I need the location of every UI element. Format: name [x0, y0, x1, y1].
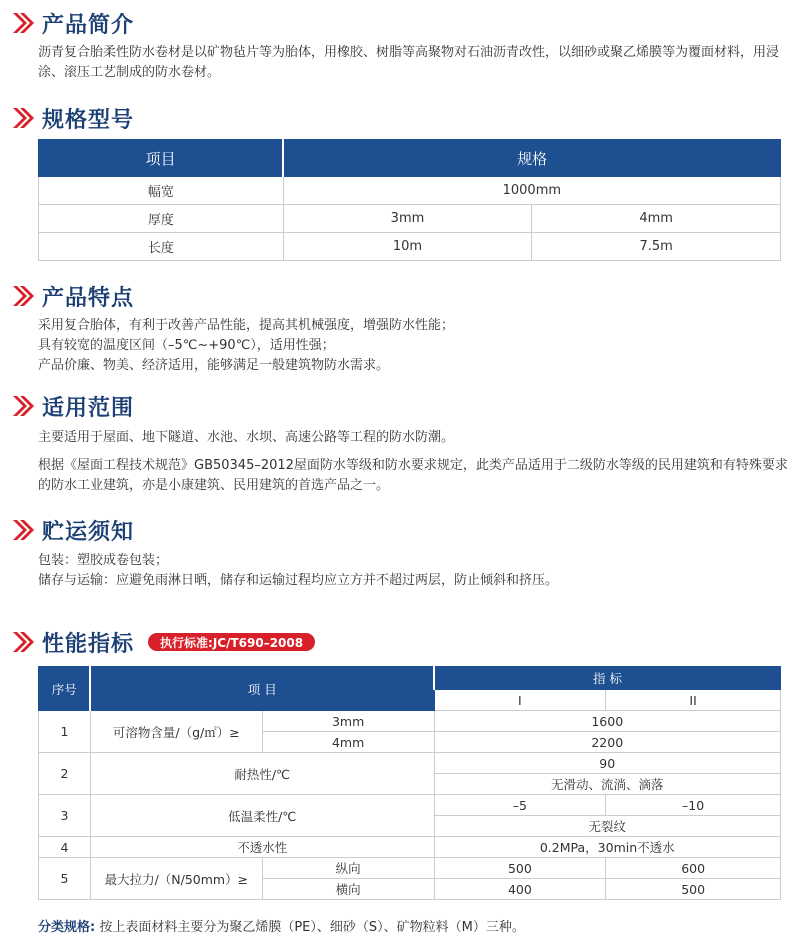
- perf-header-index: 指 标: [434, 667, 781, 690]
- section-heading-scope: [10, 389, 134, 423]
- perf-cell-no: 3: [39, 795, 91, 837]
- perf-cell-item: 不透水性: [90, 837, 434, 858]
- table-row: [39, 205, 781, 233]
- list-item: 包装：塑胶成卷包装；: [38, 553, 169, 568]
- classification-text: 按上表面材料主要分为聚乙烯膜（PE）、细砂（S）、矿物粒料（M）三种。: [95, 920, 525, 935]
- chevron-right-icon: [10, 283, 36, 309]
- perf-cell-item: 最大拉力/（N/50mm）≥: [90, 858, 262, 900]
- section-title: 贮运须知: [42, 519, 135, 545]
- spec-cell-item: 幅宽: [39, 177, 284, 205]
- perf-cell-item: 低温柔性/℃: [90, 795, 434, 837]
- spec-header-item: 项目: [39, 140, 284, 177]
- spec-cell-value: 10m: [283, 233, 532, 261]
- perf-cell-value: 600: [606, 858, 781, 879]
- chevron-right-icon: [10, 10, 36, 36]
- perf-cell-value: 无滑动、流淌、滴落: [434, 774, 781, 795]
- table-row: [39, 233, 781, 261]
- perf-header-no: 序号: [39, 667, 91, 711]
- section-title: 产品特点: [42, 285, 135, 311]
- section-title: 性能指标: [42, 631, 135, 657]
- section-title: 规格型号: [42, 107, 135, 133]
- section-title: 适用范围: [42, 395, 135, 421]
- perf-cell-value: –5: [434, 795, 606, 816]
- storage-list: [38, 551, 790, 591]
- table-row: [39, 837, 781, 858]
- spec-header-spec: 规格: [283, 140, 780, 177]
- spec-cell-value: 1000mm: [283, 177, 780, 205]
- scope-text-1: 主要适用于屋面、地下隧道、水池、水坝、高速公路等工程的防水防潮。: [38, 430, 455, 445]
- intro-text: 沥青复合胎柔性防水卷材是以矿物毡片等为胎体，用橡胶、树脂等高聚物对石油沥青改性，以细砂或聚乙烯膜等为覆面材料，用浸涂、滚压工艺制成的防水卷材。: [38, 45, 780, 80]
- table-row: [39, 177, 781, 205]
- table-row: [39, 753, 781, 774]
- section-heading-storage: [10, 513, 134, 547]
- perf-cell-value: 1600: [434, 711, 781, 732]
- list-item: 储存与运输：应避免雨淋日晒，储存和运输过程均应立方并不超过两层，防止倾斜和挤压。: [38, 573, 559, 588]
- spec-cell-value: 4mm: [532, 205, 781, 233]
- list-item: 具有较宽的温度区间（–5℃~+90℃），适用性强；: [38, 338, 335, 353]
- perf-cell-item: 耐热性/℃: [90, 753, 434, 795]
- table-row: [39, 711, 781, 732]
- perf-cell-item: 可溶物含量/（g/㎡）≥: [90, 711, 262, 753]
- perf-cell-sub: 4mm: [262, 732, 434, 753]
- perf-cell-sub: 横向: [262, 879, 434, 900]
- spec-cell-item: 厚度: [39, 205, 284, 233]
- section-heading-performance: [10, 625, 315, 659]
- classification-note: [38, 916, 525, 935]
- spec-cell-value: 3mm: [283, 205, 532, 233]
- section-heading-features: [10, 279, 134, 313]
- perf-cell-no: 5: [39, 858, 91, 900]
- spec-cell-value: 7.5m: [532, 233, 781, 261]
- perf-cell-sub: 3mm: [262, 711, 434, 732]
- perf-cell-no: 1: [39, 711, 91, 753]
- perf-cell-value: –10: [606, 795, 781, 816]
- list-item: 采用复合胎体，有利于改善产品性能，提高其机械强度，增强防水性能；: [38, 318, 455, 333]
- chevron-right-icon: [10, 105, 36, 131]
- perf-cell-value: 0.2MPa，30min不透水: [434, 837, 781, 858]
- perf-cell-value: 2200: [434, 732, 781, 753]
- chevron-right-icon: [10, 629, 36, 655]
- features-list: [38, 316, 790, 376]
- list-item: 产品价廉、物美、经济适用，能够满足一般建筑物防水需求。: [38, 358, 390, 373]
- spec-cell-item: 长度: [39, 233, 284, 261]
- perf-cell-sub: 纵向: [262, 858, 434, 879]
- spec-table: [38, 139, 781, 261]
- section-heading-spec: [10, 101, 134, 135]
- perf-cell-value: 500: [434, 858, 606, 879]
- perf-cell-value: 400: [434, 879, 606, 900]
- perf-header-grade1: I: [434, 690, 606, 711]
- perf-cell-no: 2: [39, 753, 91, 795]
- perf-cell-value: 无裂纹: [434, 816, 781, 837]
- perf-cell-value: 500: [606, 879, 781, 900]
- section-heading-intro: [10, 6, 134, 40]
- standard-badge: 执行标准:JC/T690–2008: [148, 633, 315, 651]
- table-row: [39, 795, 781, 816]
- classification-label: 分类规格:: [38, 920, 96, 935]
- performance-table: [38, 666, 781, 900]
- perf-cell-no: 4: [39, 837, 91, 858]
- scope-text-2: 根据《屋面工程技术规范》GB50345–2012屋面防水等级和防水要求规定，此类产品适用于二级防水等级的民用建筑和有特殊要求的防水工业建筑，亦是小康建筑、民用建筑的首选产品之一。: [38, 458, 788, 493]
- chevron-right-icon: [10, 393, 36, 419]
- perf-cell-value: 90: [434, 753, 781, 774]
- table-row: [39, 858, 781, 879]
- section-title: 产品简介: [42, 12, 135, 38]
- chevron-right-icon: [10, 517, 36, 543]
- perf-header-grade2: II: [606, 690, 781, 711]
- perf-header-item: 项 目: [90, 667, 434, 711]
